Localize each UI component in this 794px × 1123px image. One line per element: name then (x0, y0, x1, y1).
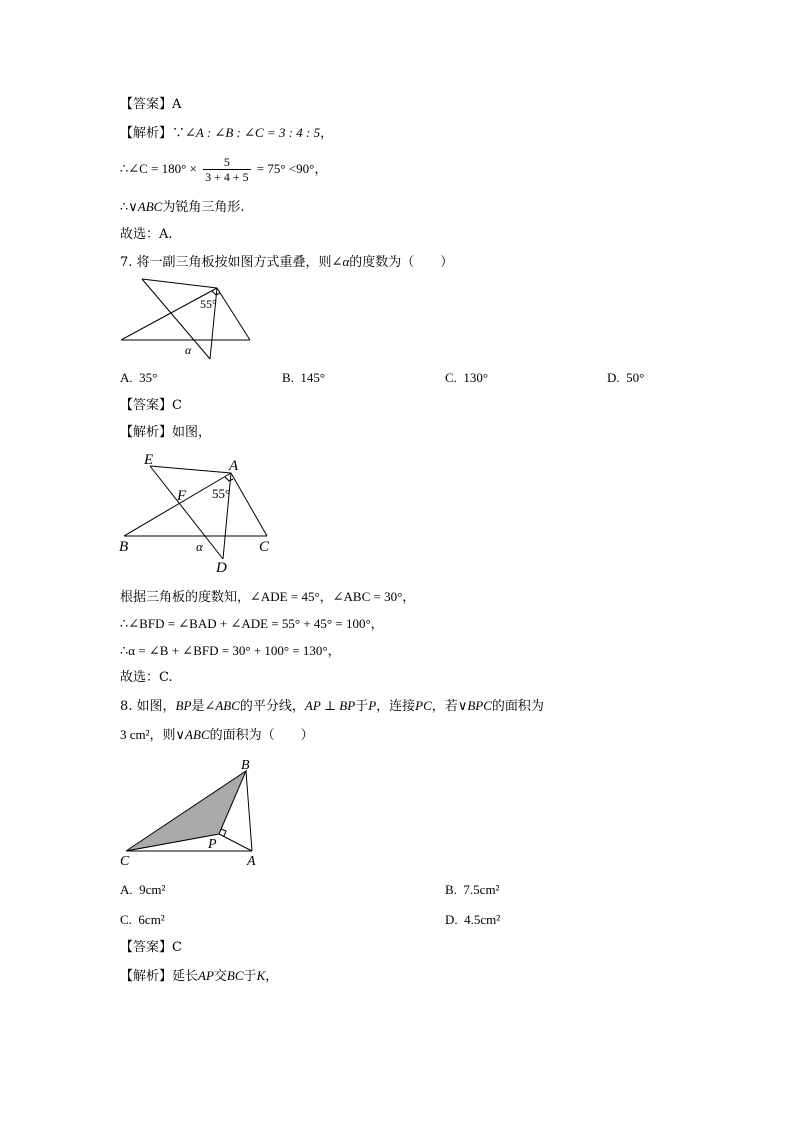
line-ed (150, 466, 223, 559)
q6-analysis-line (120, 124, 333, 143)
calc-rhs: = 75° <90° (256, 161, 315, 176)
label-c: C (120, 854, 130, 869)
label-a: A (247, 854, 256, 869)
label-f: F (177, 488, 187, 504)
option-letter: B. (282, 370, 294, 385)
q7-stem (120, 253, 453, 272)
q8-stem-post: 的面积为（ ） (209, 728, 314, 743)
option-value: 130° (463, 370, 489, 385)
label-e: E (144, 452, 154, 468)
angle-mark (225, 477, 233, 481)
q8-option-c[interactable] (120, 912, 165, 928)
q7-diag-line (142, 279, 210, 359)
line-ac (231, 473, 267, 536)
label-b: B (241, 758, 250, 773)
fraction (203, 155, 251, 184)
q8-if: ，若 (431, 699, 458, 714)
q7-stem-post: 的度数为（ ） (349, 255, 454, 270)
label-angle-55: 55° (212, 486, 231, 501)
label-p: P (208, 837, 217, 852)
q8-area: 的面积为 (491, 699, 544, 714)
option-value: 35° (139, 370, 158, 385)
line-ea (150, 466, 231, 473)
q7-choose: 故选：C. (120, 670, 173, 685)
option-value: 7.5cm² (463, 882, 500, 897)
option-value: 9cm² (139, 882, 166, 897)
q8-then: ，则 (149, 728, 176, 743)
q8-figure (112, 753, 272, 873)
q7-right-line (217, 288, 250, 340)
line-ba (124, 473, 231, 536)
label-a: A (229, 458, 239, 474)
q7-stem-pre: 7. 将一副三角板按如图方式重叠，则 (120, 255, 332, 270)
q8-bpc: ∨BPC (457, 698, 492, 713)
option-letter: D. (445, 912, 458, 927)
q6-choose: 故选：A. (120, 227, 173, 242)
fraction-numerator: 5 (223, 155, 230, 169)
q8-triangle-abc: ∨ABC (175, 727, 210, 742)
q6-conclusion (120, 198, 245, 217)
q7-option-a[interactable] (120, 370, 157, 386)
option-value: 145° (300, 370, 326, 385)
q7-long-line (121, 288, 217, 340)
q7-solution-figure (112, 448, 282, 578)
comma: ， (320, 126, 334, 141)
q8-is: 是 (191, 699, 205, 714)
label-d: D (216, 560, 227, 576)
label-alpha: α (196, 539, 203, 554)
option-letter: C. (120, 912, 132, 927)
option-letter: C. (445, 370, 457, 385)
q7-answer: 【答案】C (120, 398, 182, 413)
q7-analysis: 【解析】如图， (120, 425, 212, 440)
therefore-symbol: ∴ (120, 200, 129, 215)
q8-stem-line2 (120, 726, 314, 745)
q6-calc-line (120, 152, 327, 187)
q8-analysis-mid: 交 (213, 969, 227, 984)
q7-alpha-label: α (185, 343, 192, 357)
step1-pre: 根据三角板的度数知， (120, 590, 251, 605)
label-b: B (119, 539, 129, 555)
calc-end: ， (314, 162, 328, 177)
option-value: 6cm² (138, 912, 165, 927)
step1-expr: ∠ADE = 45°，∠ABC = 30°， (250, 589, 416, 604)
q8-option-d[interactable] (445, 912, 500, 928)
analysis-label: 【解析】 (120, 126, 173, 141)
q8-analysis-end: ， (265, 969, 279, 984)
label-c: C (259, 539, 270, 555)
q7-stem-angle: ∠α (331, 254, 350, 269)
q7-top-line (142, 279, 217, 288)
option-letter: A. (120, 370, 133, 385)
q8-bp: BP (175, 698, 192, 713)
q8-stem-line1 (120, 697, 544, 716)
option-value: 50° (626, 370, 645, 385)
calc-lhs: ∴∠C = 180° × (120, 161, 197, 176)
q8-answer: 【答案】C (120, 940, 182, 955)
q8-analysis-pre: 【解析】延长 (120, 969, 199, 984)
q7-option-c[interactable] (445, 370, 488, 386)
q7-angle-label: 55° (200, 297, 217, 311)
q7-step2: ∴∠BFD = ∠BAD + ∠ADE = 55° + 45° = 100°， (120, 616, 384, 631)
q7-step3: ∴α = ∠B + ∠BFD = 30° + 100° = 130°， (120, 643, 341, 658)
q8-connect: ，连接 (376, 699, 416, 714)
q8-analysis-bc: BC (226, 968, 244, 983)
q8-pc: PC (415, 698, 432, 713)
q8-analysis-at: 于 (243, 969, 257, 984)
q8-analysis (120, 967, 278, 986)
q8-angle-abc: ∠ABC (204, 698, 240, 713)
q8-p: P (368, 698, 377, 713)
line-pa (219, 834, 252, 851)
q8-area-value: 3 cm² (120, 727, 150, 742)
q8-option-b[interactable] (445, 882, 499, 898)
q6-answer: 【答案】A (120, 97, 182, 112)
fraction-denominator: 3 + 4 + 5 (205, 170, 249, 184)
since-symbol: ∵ (172, 126, 186, 141)
q8-at: 于 (355, 699, 369, 714)
q7-option-b[interactable] (282, 370, 325, 386)
ratio-expression: ∠A : ∠B : ∠C = 3 : 4 : 5 (185, 125, 321, 140)
q7-option-d[interactable] (607, 370, 644, 386)
q8-analysis-ap: AP (198, 968, 214, 983)
line-ba (246, 771, 252, 851)
option-letter: D. (607, 370, 620, 385)
triangle-abc: ∨ABC (128, 199, 163, 214)
conclusion-text: 为锐角三角形. (162, 200, 245, 215)
q8-analysis-k: K (256, 968, 266, 983)
option-letter: B. (445, 882, 457, 897)
q8-option-a[interactable] (120, 882, 165, 898)
q8-stem-pre: 8. 如图， (120, 699, 176, 714)
q8-bisector: 的平分线， (239, 699, 305, 714)
q7-figure (115, 275, 260, 365)
q7-step1 (120, 588, 415, 607)
q8-perp: AP ⊥ BP (304, 698, 356, 713)
option-letter: A. (120, 882, 133, 897)
option-value: 4.5cm² (464, 912, 501, 927)
